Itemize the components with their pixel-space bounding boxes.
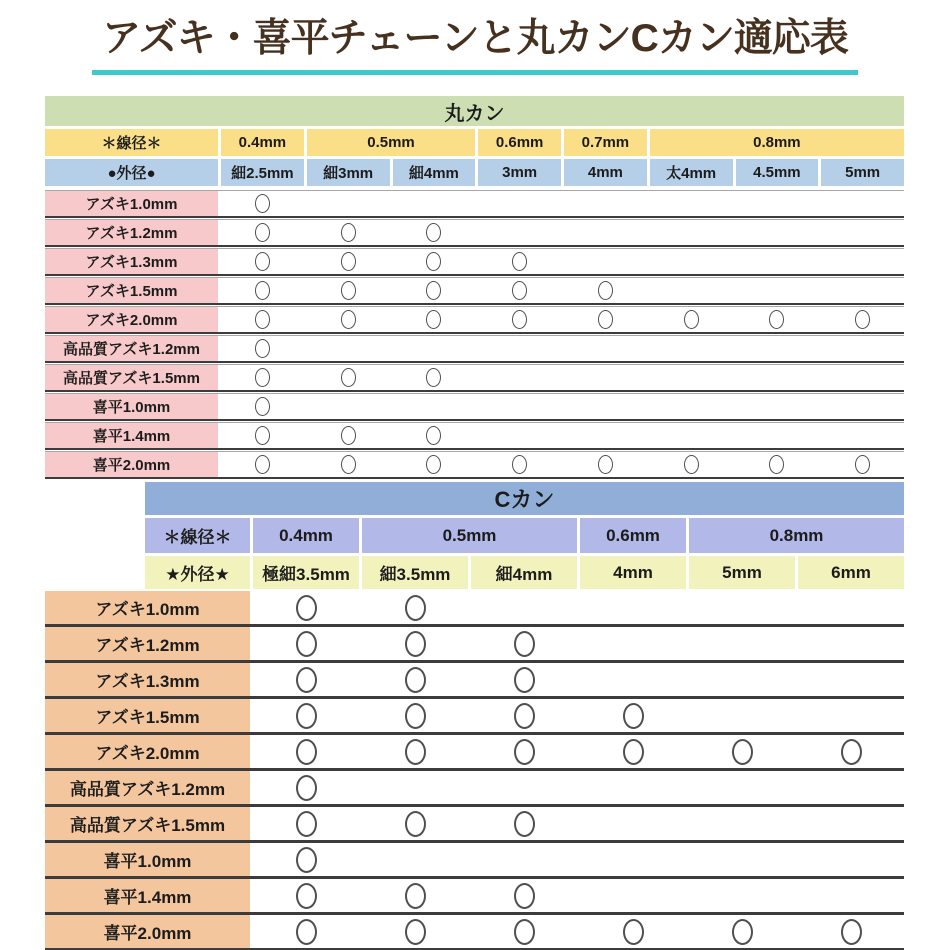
compatible-circle-icon xyxy=(623,703,644,729)
compatibility-cell xyxy=(471,627,577,660)
compatibility-cell xyxy=(821,249,904,274)
compatible-circle-icon xyxy=(255,194,270,213)
compatibility-cell xyxy=(650,394,733,419)
compatibility-cell xyxy=(221,278,304,303)
compatibility-cell xyxy=(798,879,904,912)
compatible-circle-icon xyxy=(841,919,862,945)
compatibility-cell xyxy=(821,191,904,216)
c-kan-od-column-細4mm: 細4mm xyxy=(471,556,577,589)
compatible-circle-icon xyxy=(684,310,699,329)
compatibility-cell xyxy=(221,423,304,448)
compatibility-cell xyxy=(580,627,686,660)
c-kan-outer-diameter-row xyxy=(145,556,904,589)
compatibility-cell xyxy=(650,220,733,245)
chain-type-label: 喜平2.0mm xyxy=(45,452,218,477)
compatibility-cell xyxy=(471,915,577,948)
compatibility-cell xyxy=(362,843,468,876)
compatibility-cell xyxy=(362,699,468,732)
compatible-circle-icon xyxy=(598,310,613,329)
chain-type-label: アズキ1.3mm xyxy=(45,249,218,274)
maru-kan-od-column-4.5mm: 4.5mm xyxy=(736,159,819,186)
compatibility-cell xyxy=(580,735,686,768)
compatibility-cell xyxy=(478,394,561,419)
compatible-circle-icon xyxy=(255,368,270,387)
compatibility-cell xyxy=(478,249,561,274)
compatible-circle-icon xyxy=(512,455,527,474)
chain-type-label: アズキ1.2mm xyxy=(45,627,250,660)
chain-type-label: アズキ1.2mm xyxy=(45,220,218,245)
compatibility-cell xyxy=(253,843,359,876)
maru-kan-wire-group-0.8mm: 0.8mm xyxy=(650,129,904,156)
compatibility-cell xyxy=(478,278,561,303)
compatibility-cell xyxy=(580,807,686,840)
compatible-circle-icon xyxy=(296,847,317,873)
compatibility-cell xyxy=(798,771,904,804)
c-kan-wire-group-0.5mm: 0.5mm xyxy=(362,518,577,553)
compatibility-cell xyxy=(736,249,819,274)
compatibility-cell xyxy=(798,735,904,768)
compatible-circle-icon xyxy=(426,310,441,329)
compatibility-cell xyxy=(689,771,795,804)
compatible-circle-icon xyxy=(405,883,426,909)
compatibility-cell xyxy=(689,699,795,732)
compatibility-cell xyxy=(821,220,904,245)
c-kan-table-header xyxy=(145,482,904,589)
compatible-circle-icon xyxy=(255,397,270,416)
compatibility-cell xyxy=(821,307,904,332)
compatible-circle-icon xyxy=(623,919,644,945)
compatible-circle-icon xyxy=(514,811,535,837)
compatibility-cell xyxy=(564,336,647,361)
compatibility-cell xyxy=(393,278,476,303)
compatibility-cell xyxy=(478,191,561,216)
maru-kan-od-column-3mm: 3mm xyxy=(478,159,561,186)
compatibility-cell xyxy=(471,699,577,732)
compatibility-cell xyxy=(821,336,904,361)
table-row xyxy=(45,364,904,392)
compatible-circle-icon xyxy=(426,223,441,242)
compatibility-cell xyxy=(798,699,904,732)
chain-type-label: 喜平1.0mm xyxy=(45,843,250,876)
table-row xyxy=(45,699,904,735)
table-row xyxy=(45,219,904,247)
compatibility-cell xyxy=(393,365,476,390)
compatible-circle-icon xyxy=(514,919,535,945)
compatibility-cell xyxy=(362,663,468,696)
chain-type-label: 喜平1.4mm xyxy=(45,423,218,448)
compatibility-cell xyxy=(689,735,795,768)
compatibility-cell xyxy=(471,771,577,804)
compatible-circle-icon xyxy=(405,739,426,765)
compatibility-cell xyxy=(736,365,819,390)
compatibility-cell xyxy=(650,452,733,477)
compatibility-cell xyxy=(580,879,686,912)
compatibility-cell xyxy=(471,591,577,624)
compatibility-cell xyxy=(689,915,795,948)
chain-type-label: 高品質アズキ1.5mm xyxy=(45,807,250,840)
compatibility-cell xyxy=(393,220,476,245)
compatibility-cell xyxy=(564,365,647,390)
chain-type-label: アズキ2.0mm xyxy=(45,307,218,332)
compatibility-cell xyxy=(564,191,647,216)
compatibility-cell xyxy=(736,394,819,419)
compatible-circle-icon xyxy=(341,223,356,242)
compatibility-cell xyxy=(580,699,686,732)
compatible-circle-icon xyxy=(841,739,862,765)
compatibility-cell xyxy=(478,423,561,448)
compatibility-cell xyxy=(307,307,390,332)
compatibility-cell xyxy=(253,915,359,948)
compatibility-cell xyxy=(650,249,733,274)
compatibility-cell xyxy=(736,336,819,361)
table-row xyxy=(45,591,904,627)
compatible-circle-icon xyxy=(426,455,441,474)
compatibility-cell xyxy=(221,365,304,390)
compatibility-cell xyxy=(221,249,304,274)
compatibility-cell xyxy=(798,591,904,624)
table-row xyxy=(45,422,904,450)
chain-type-label: 喜平2.0mm xyxy=(45,915,250,948)
compatibility-cell xyxy=(362,627,468,660)
maru-kan-wire-diameter-row xyxy=(45,129,904,156)
compatible-circle-icon xyxy=(296,631,317,657)
c-kan-wire-diameter-row xyxy=(145,518,904,553)
compatible-circle-icon xyxy=(296,811,317,837)
compatible-circle-icon xyxy=(255,223,270,242)
compatible-circle-icon xyxy=(514,883,535,909)
compatible-circle-icon xyxy=(341,281,356,300)
compatible-circle-icon xyxy=(855,310,870,329)
chain-type-label: アズキ1.5mm xyxy=(45,278,218,303)
compatibility-cell xyxy=(393,394,476,419)
compatibility-cell xyxy=(650,278,733,303)
compatible-circle-icon xyxy=(623,739,644,765)
compatibility-cell xyxy=(393,423,476,448)
chain-type-label: アズキ1.0mm xyxy=(45,591,250,624)
table-row xyxy=(45,879,904,915)
compatibility-cell xyxy=(798,843,904,876)
compatible-circle-icon xyxy=(514,667,535,693)
compatibility-cell xyxy=(253,627,359,660)
compatibility-cell xyxy=(362,735,468,768)
chain-type-label: 高品質アズキ1.2mm xyxy=(45,336,218,361)
c-kan-od-column-5mm: 5mm xyxy=(689,556,795,589)
compatibility-cell xyxy=(736,278,819,303)
chain-type-label: 喜平1.0mm xyxy=(45,394,218,419)
compatible-circle-icon xyxy=(426,252,441,271)
compatible-circle-icon xyxy=(296,775,317,801)
compatibility-cell xyxy=(471,735,577,768)
c-kan-data-rows xyxy=(45,591,904,950)
compatible-circle-icon xyxy=(405,919,426,945)
compatibility-cell xyxy=(471,843,577,876)
compatibility-cell xyxy=(471,807,577,840)
compatibility-cell xyxy=(478,220,561,245)
compatibility-cell xyxy=(393,336,476,361)
compatibility-cell xyxy=(689,879,795,912)
compatibility-cell xyxy=(362,771,468,804)
compatible-circle-icon xyxy=(405,811,426,837)
compatible-circle-icon xyxy=(296,739,317,765)
compatibility-cell xyxy=(253,699,359,732)
table-row xyxy=(45,663,904,699)
maru-kan-outer-diameter-row xyxy=(45,159,904,186)
compatible-circle-icon xyxy=(514,703,535,729)
compatible-circle-icon xyxy=(512,310,527,329)
table-row xyxy=(45,915,904,950)
chain-type-label: 高品質アズキ1.5mm xyxy=(45,365,218,390)
compatibility-cell xyxy=(307,249,390,274)
compatibility-cell xyxy=(307,336,390,361)
compatibility-cell xyxy=(362,807,468,840)
compatibility-cell xyxy=(580,843,686,876)
compatibility-cell xyxy=(478,452,561,477)
maru-kan-wire-group-0.5mm: 0.5mm xyxy=(307,129,476,156)
compatibility-cell xyxy=(564,307,647,332)
compatibility-cell xyxy=(821,278,904,303)
compatibility-cell xyxy=(393,249,476,274)
compatibility-cell xyxy=(821,452,904,477)
compatibility-cell xyxy=(307,423,390,448)
chain-type-label: アズキ1.3mm xyxy=(45,663,250,696)
compatibility-cell xyxy=(478,336,561,361)
compatibility-cell xyxy=(689,627,795,660)
title-area xyxy=(0,16,950,75)
compatible-circle-icon xyxy=(598,281,613,300)
compatible-circle-icon xyxy=(341,455,356,474)
compatible-circle-icon xyxy=(426,368,441,387)
compatible-circle-icon xyxy=(769,455,784,474)
compatibility-cell xyxy=(736,220,819,245)
maru-kan-table-title: 丸カン xyxy=(45,96,904,126)
maru-kan-od-column-細3mm: 細3mm xyxy=(307,159,390,186)
maru-kan-table xyxy=(45,96,904,480)
compatibility-cell xyxy=(798,807,904,840)
compatibility-cell xyxy=(798,915,904,948)
compatibility-cell xyxy=(564,249,647,274)
compatibility-cell xyxy=(564,278,647,303)
table-row xyxy=(45,807,904,843)
c-kan-table-title: Cカン xyxy=(145,482,904,515)
compatibility-cell xyxy=(307,220,390,245)
compatible-circle-icon xyxy=(426,426,441,445)
compatibility-cell xyxy=(253,879,359,912)
maru-kan-od-column-4mm: 4mm xyxy=(564,159,647,186)
compatibility-cell xyxy=(393,191,476,216)
table-row xyxy=(45,735,904,771)
maru-kan-wire-group-0.7mm: 0.7mm xyxy=(564,129,647,156)
compatibility-cell xyxy=(564,452,647,477)
compatible-circle-icon xyxy=(405,631,426,657)
compatibility-cell xyxy=(221,307,304,332)
compatible-circle-icon xyxy=(296,703,317,729)
compatibility-cell xyxy=(736,452,819,477)
compatible-circle-icon xyxy=(732,919,753,945)
compatibility-cell xyxy=(821,394,904,419)
compatibility-cell xyxy=(471,879,577,912)
compatible-circle-icon xyxy=(341,310,356,329)
compatible-circle-icon xyxy=(514,631,535,657)
compatibility-cell xyxy=(478,365,561,390)
compatible-circle-icon xyxy=(341,252,356,271)
compatible-circle-icon xyxy=(255,455,270,474)
table-row xyxy=(45,451,904,479)
compatible-circle-icon xyxy=(512,252,527,271)
compatibility-cell xyxy=(650,191,733,216)
compatibility-cell xyxy=(736,191,819,216)
maru-kan-outer-diameter-label: ●外径● xyxy=(45,159,218,186)
compatibility-cell xyxy=(221,394,304,419)
compatibility-cell xyxy=(221,336,304,361)
c-kan-od-column-6mm: 6mm xyxy=(798,556,904,589)
compatible-circle-icon xyxy=(732,739,753,765)
compatible-circle-icon xyxy=(514,739,535,765)
compatibility-cell xyxy=(689,843,795,876)
compatible-circle-icon xyxy=(255,339,270,358)
compatibility-cell xyxy=(307,191,390,216)
maru-kan-wire-diameter-label: ＊線径＊ xyxy=(45,129,218,156)
c-kan-wire-diameter-label: ＊線径＊ xyxy=(145,518,250,553)
compatibility-cell xyxy=(798,663,904,696)
compatible-circle-icon xyxy=(684,455,699,474)
compatible-circle-icon xyxy=(255,281,270,300)
c-kan-wire-group-0.8mm: 0.8mm xyxy=(689,518,904,553)
compatibility-cell xyxy=(471,663,577,696)
compatibility-cell xyxy=(564,220,647,245)
maru-kan-od-column-細2.5mm: 細2.5mm xyxy=(221,159,304,186)
compatibility-cell xyxy=(253,735,359,768)
chain-type-label: アズキ2.0mm xyxy=(45,735,250,768)
compatibility-cell xyxy=(736,423,819,448)
table-row xyxy=(45,277,904,305)
compatible-circle-icon xyxy=(296,667,317,693)
c-kan-wire-group-0.4mm: 0.4mm xyxy=(253,518,359,553)
compatibility-cell xyxy=(580,663,686,696)
compatibility-cell xyxy=(221,452,304,477)
compatibility-cell xyxy=(307,394,390,419)
compatible-circle-icon xyxy=(405,667,426,693)
c-kan-od-column-極細3.5mm: 極細3.5mm xyxy=(253,556,359,589)
compatibility-cell xyxy=(650,423,733,448)
compatible-circle-icon xyxy=(512,281,527,300)
table-row xyxy=(45,627,904,663)
compatible-circle-icon xyxy=(255,252,270,271)
compatibility-cell xyxy=(253,807,359,840)
table-row xyxy=(45,190,904,218)
table-row xyxy=(45,393,904,421)
compatibility-cell xyxy=(253,663,359,696)
page-title: アズキ・喜平チェーンと丸カンCカン適応表 xyxy=(92,16,858,75)
maru-kan-od-column-太4mm: 太4mm xyxy=(650,159,733,186)
compatible-circle-icon xyxy=(296,919,317,945)
compatibility-cell xyxy=(221,191,304,216)
maru-kan-wire-group-0.4mm: 0.4mm xyxy=(221,129,304,156)
c-kan-wire-group-0.6mm: 0.6mm xyxy=(580,518,686,553)
compatibility-cell xyxy=(689,807,795,840)
chain-type-label: 高品質アズキ1.2mm xyxy=(45,771,250,804)
compatible-circle-icon xyxy=(255,426,270,445)
compatible-circle-icon xyxy=(769,310,784,329)
maru-kan-od-column-5mm: 5mm xyxy=(821,159,904,186)
compatibility-cell xyxy=(362,879,468,912)
compatible-circle-icon xyxy=(341,368,356,387)
compatibility-cell xyxy=(650,307,733,332)
compatible-circle-icon xyxy=(855,455,870,474)
compatibility-cell xyxy=(580,771,686,804)
compatibility-cell xyxy=(307,452,390,477)
maru-kan-wire-group-0.6mm: 0.6mm xyxy=(478,129,561,156)
chain-type-label: 喜平1.4mm xyxy=(45,879,250,912)
compatibility-cell xyxy=(580,915,686,948)
compatibility-cell xyxy=(564,423,647,448)
compatibility-cell xyxy=(478,307,561,332)
compatibility-cell xyxy=(689,591,795,624)
compatible-circle-icon xyxy=(426,281,441,300)
compatible-circle-icon xyxy=(598,455,613,474)
compatibility-cell xyxy=(221,220,304,245)
compatible-circle-icon xyxy=(405,703,426,729)
chain-type-label: アズキ1.5mm xyxy=(45,699,250,732)
compatibility-cell xyxy=(650,365,733,390)
table-row xyxy=(45,843,904,879)
compatibility-cell xyxy=(650,336,733,361)
compatibility-cell xyxy=(393,307,476,332)
compatibility-cell xyxy=(307,278,390,303)
compatibility-cell xyxy=(362,591,468,624)
compatible-circle-icon xyxy=(296,883,317,909)
compatibility-cell xyxy=(821,365,904,390)
c-kan-outer-diameter-label: ★外径★ xyxy=(145,556,250,589)
c-kan-od-column-細3.5mm: 細3.5mm xyxy=(362,556,468,589)
compatibility-cell xyxy=(798,627,904,660)
table-row xyxy=(45,248,904,276)
compatible-circle-icon xyxy=(341,426,356,445)
compatibility-cell xyxy=(580,591,686,624)
compatibility-cell xyxy=(821,423,904,448)
compatible-circle-icon xyxy=(296,595,317,621)
table-row xyxy=(45,306,904,334)
compatibility-cell xyxy=(253,591,359,624)
compatibility-cell xyxy=(689,663,795,696)
compatible-circle-icon xyxy=(405,595,426,621)
compatibility-cell xyxy=(564,394,647,419)
maru-kan-data-rows xyxy=(45,190,904,479)
table-row xyxy=(45,771,904,807)
chain-type-label: アズキ1.0mm xyxy=(45,191,218,216)
compatibility-cell xyxy=(253,771,359,804)
compatibility-cell xyxy=(393,452,476,477)
compatibility-cell xyxy=(307,365,390,390)
table-row xyxy=(45,335,904,363)
maru-kan-od-column-細4mm: 細4mm xyxy=(393,159,476,186)
compatibility-cell xyxy=(362,915,468,948)
compatibility-cell xyxy=(736,307,819,332)
compatible-circle-icon xyxy=(255,310,270,329)
c-kan-od-column-4mm: 4mm xyxy=(580,556,686,589)
